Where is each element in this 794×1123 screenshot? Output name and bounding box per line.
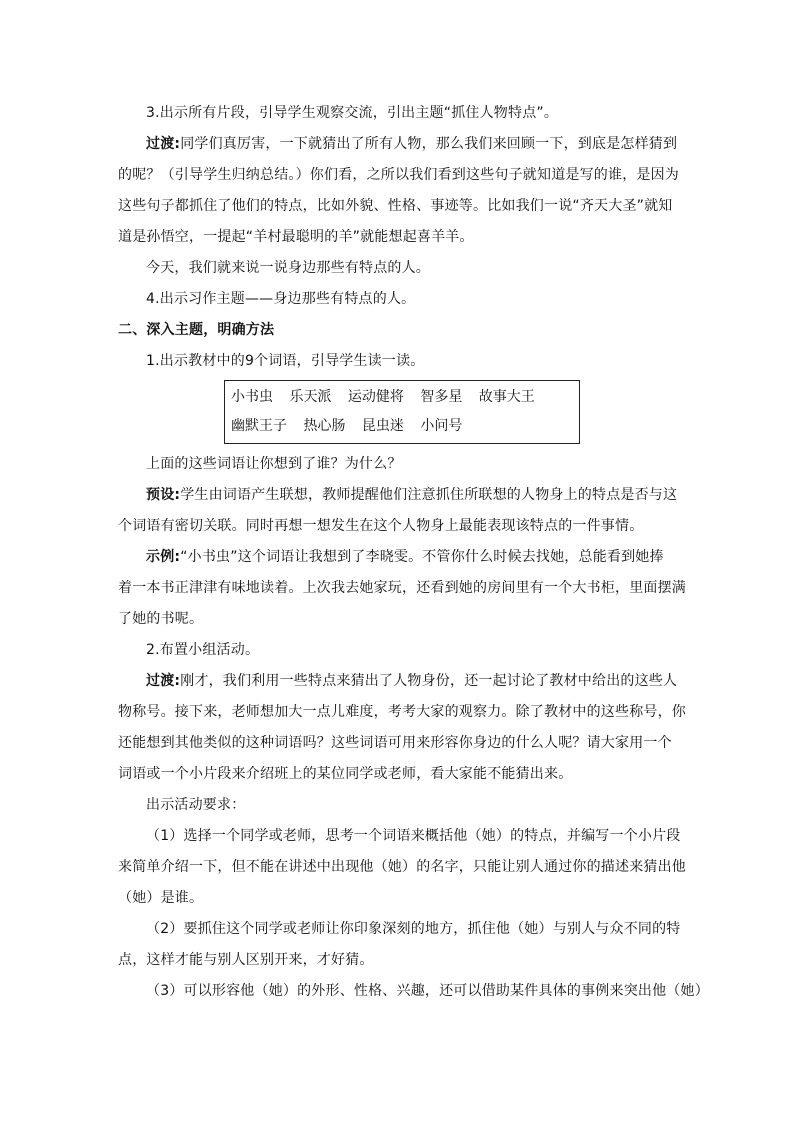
transition-label: 过渡: (146, 136, 181, 152)
paragraph-question: 上面的这些词语让你想到了谁？为什么？ (146, 456, 402, 472)
paragraph-today: 今天，我们就来说一说身边那些有特点的人。 (146, 260, 430, 276)
example-line-2: 着一本书正津津有味地读着。上次我去她家玩，还看到她的房间里有一个大书柜，里面摆满 (118, 580, 686, 596)
paragraph-step3: 3.出示所有片段，引导学生观察交流，引出主题“抓住人物特点”。 (146, 105, 559, 121)
word-row-2 (231, 412, 579, 441)
example-line-1: 示例:“小书虫”这个词语让我想到了李晓雯。不管你什么时候去找她，总能看到她捧 (146, 549, 664, 565)
word-box (224, 380, 580, 444)
paragraph-requirements: 出示活动要求： (146, 797, 246, 813)
example-line-3: 了她的书呢。 (118, 611, 204, 627)
example-label: 示例: (146, 549, 181, 565)
transition2-line-4: 词语或一个小片段来介绍班上的某位同学或老师，看大家能不能猜出来。 (118, 766, 573, 782)
word-item: 智多星 (420, 389, 463, 405)
paragraph-show-words: 1.出示教材中的9个词语，引导学生读一读。 (146, 353, 425, 369)
paragraph-group-activity: 2.布置小组活动。 (146, 642, 260, 658)
transition2-line-3: 还能想到其他类似的这种词语吗？这些词语可用来形容你身边的什么人呢？请大家用一个 (118, 735, 672, 751)
transition2-line-2: 物称号。接下来，老师想加大一点儿难度，考考大家的观察力。除了教材中的这些称号，你 (118, 704, 686, 720)
word-item: 热心肠 (303, 418, 346, 434)
requirement-1-line-2: 来简单介绍一下，但不能在讲述中出现他（她）的名字，只能让别人通过你的描述来猜出他 (118, 859, 686, 875)
preset-line-1: 预设:学生由词语产生联想，教师提醒他们注意抓住所联想的人物身上的特点是否与这 (146, 487, 678, 503)
word-item: 故事大王 (478, 389, 535, 405)
requirement-1-line-3: （她）是谁。 (118, 890, 204, 906)
transition2-line-1: 过渡:刚才，我们利用一些特点来猜出了人物身份，还一起讨论了教材中给出的这些人 (146, 673, 678, 689)
requirement-1-line-1: （1）选择一个同学或老师，思考一个词语来概括他（她）的特点，并编写一个小片段 (146, 828, 681, 844)
preset-line-2: 个词语有密切关联。同时再想一想发生在这个人物身上最能表现该特点的一件事情。 (118, 518, 644, 534)
requirement-3-line-1: （3）可以形容他（她）的外形、性格、兴趣，还可以借助某件具体的事例来突出他（她） (146, 983, 709, 999)
word-item: 乐天派 (289, 389, 332, 405)
transition-line-2: 的呢？（引导学生归纳总结。）你们看，之所以我们看到这些句子就知道是写的谁，是因为 (118, 167, 679, 183)
transition-line-1: 过渡:同学们真厉害，一下就猜出了所有人物，那么我们来回顾一下，到底是怎样猜到 (146, 136, 678, 152)
word-item: 昆虫迷 (361, 418, 404, 434)
preset-label: 预设: (146, 487, 181, 503)
transition-line-4: 道是孙悟空，一提起“羊村最聪明的羊”就能想起喜羊羊。 (118, 229, 474, 245)
paragraph-step4: 4.出示习作主题——身边那些有特点的人。 (146, 291, 416, 307)
requirement-2-line-1: （2）要抓住这个同学或老师让你印象深刻的地方，抓住他（她）与别人与众不同的特 (146, 921, 681, 937)
word-item: 小问号 (420, 418, 463, 434)
word-item: 小书虫 (231, 389, 273, 405)
transition-label: 过渡: (146, 673, 181, 689)
section-heading-2: 二、深入主题，明确方法 (118, 322, 275, 338)
requirement-2-line-2: 点，这样才能与别人区别开来，才好猜。 (118, 952, 374, 968)
word-item: 运动健将 (347, 389, 404, 405)
word-row-1 (231, 383, 579, 412)
word-item: 幽默王子 (231, 418, 287, 434)
transition-line-3: 这些句子都抓住了他们的特点，比如外貌、性格、事迹等。比如我们一说“齐天大圣”就知 (118, 198, 673, 214)
